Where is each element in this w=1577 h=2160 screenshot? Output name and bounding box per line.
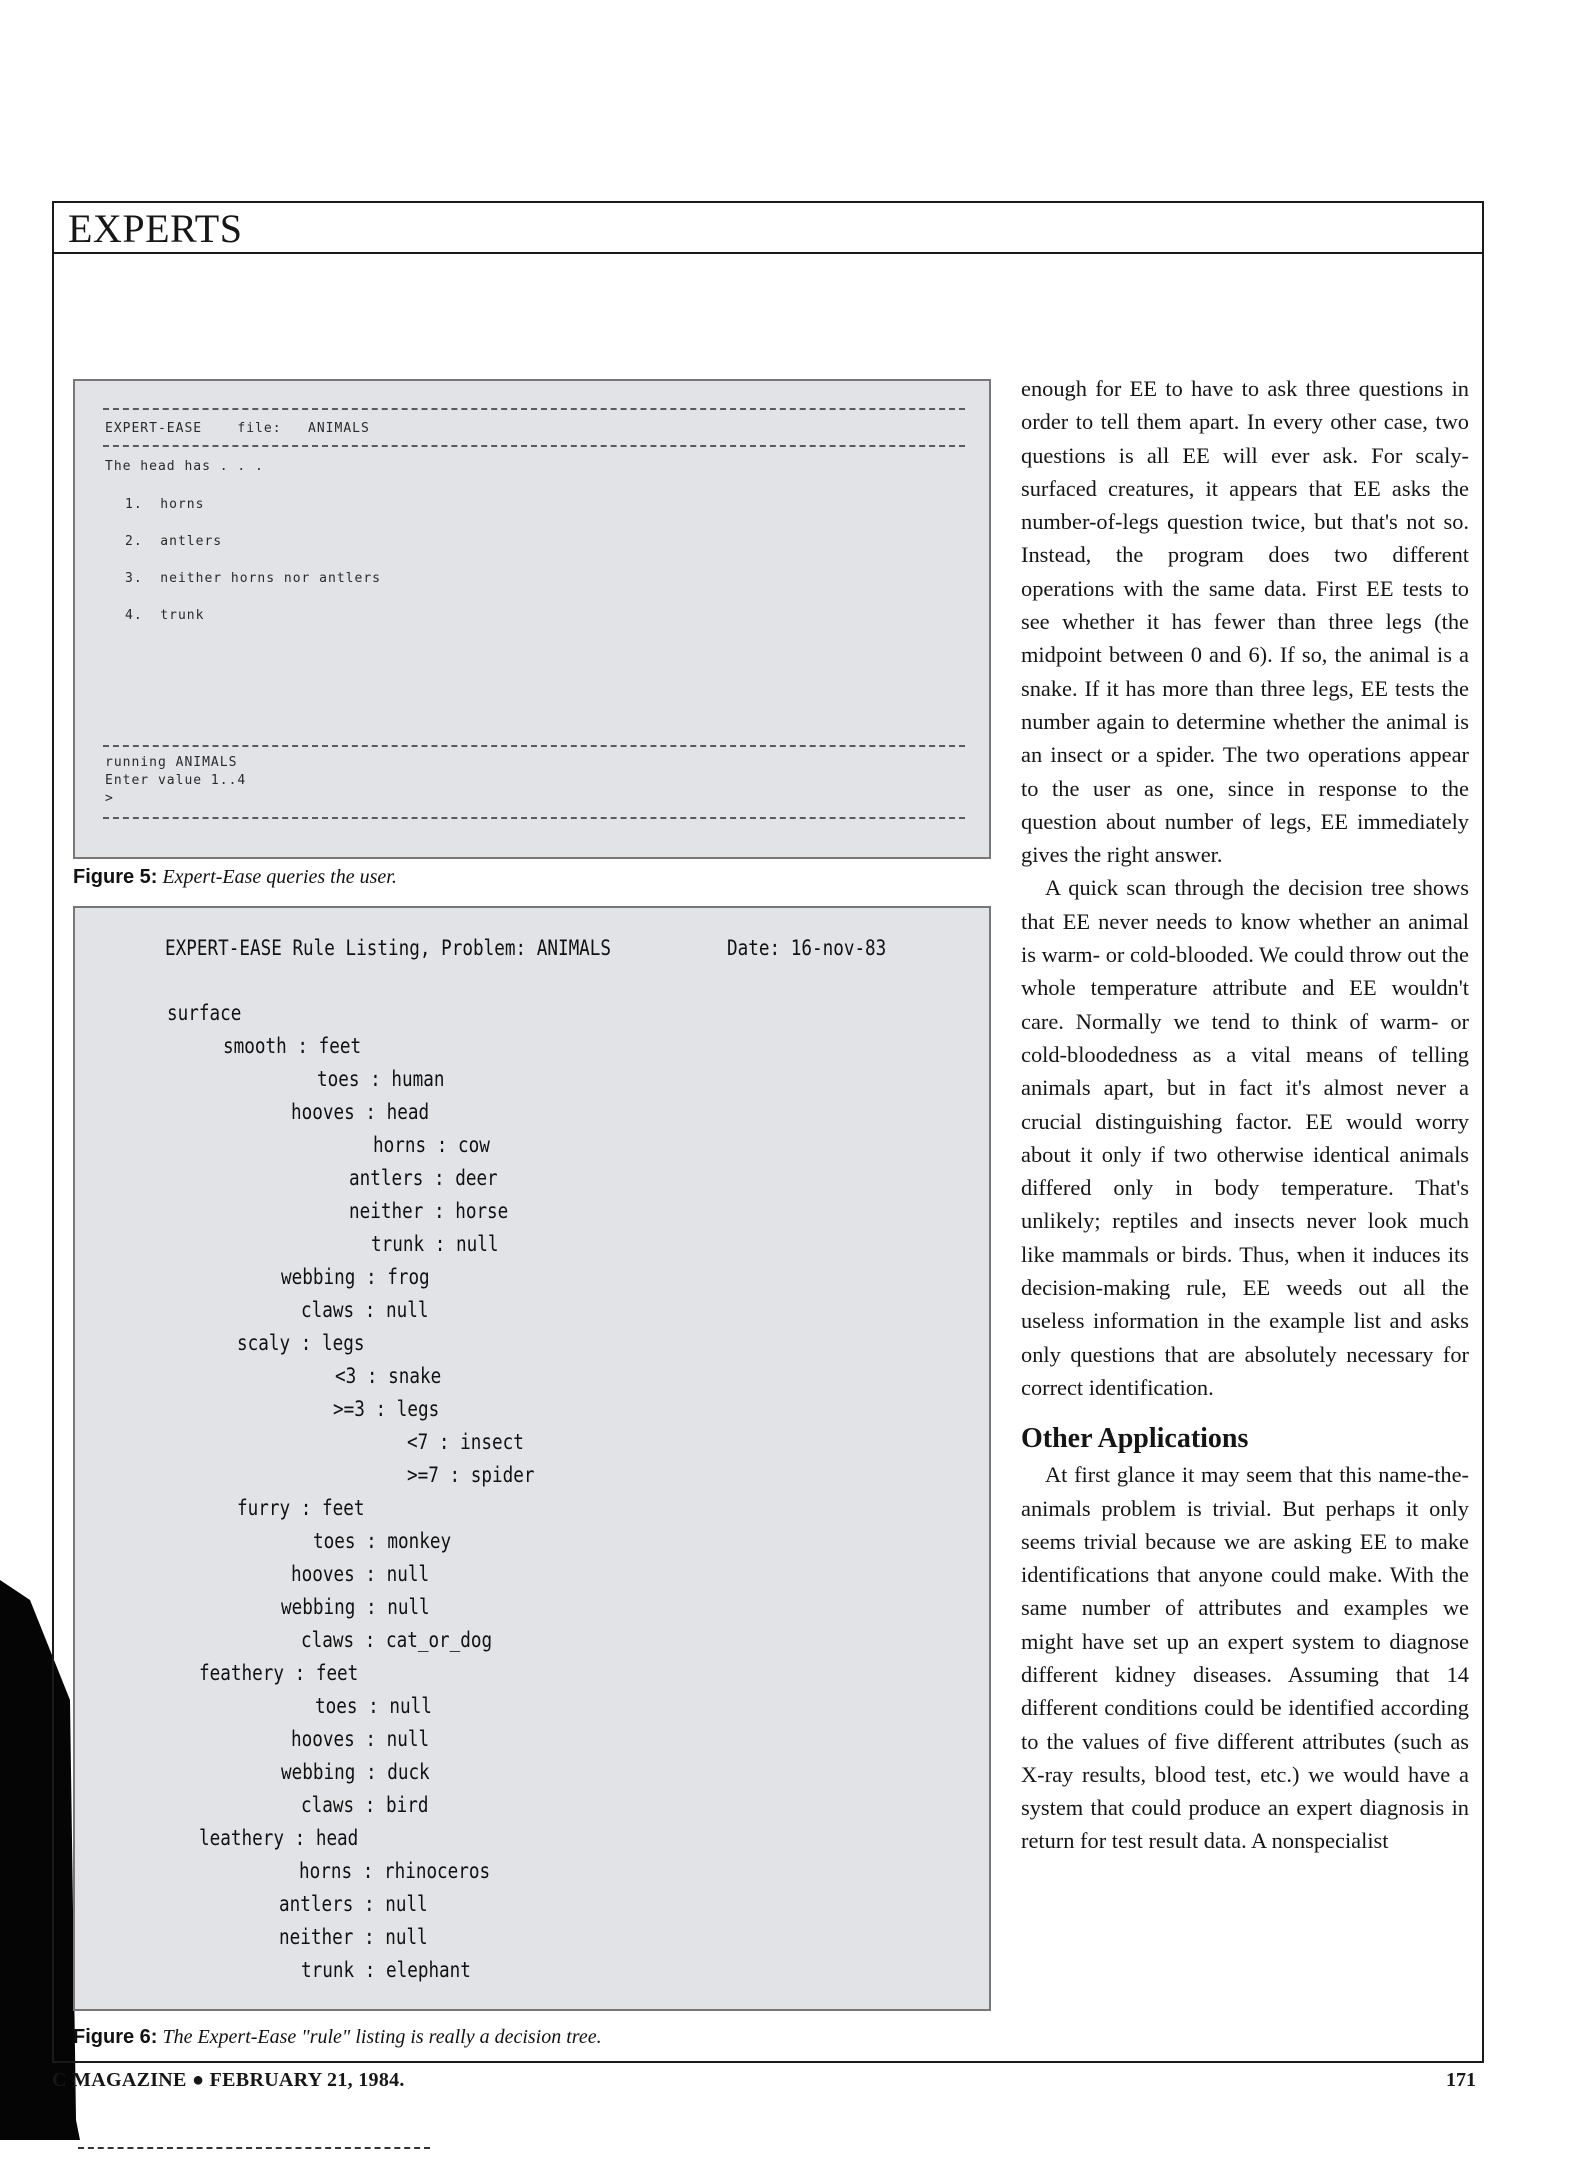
caption-text: Expert-Ease queries the user. xyxy=(162,866,397,888)
tree-node: webbing : frog xyxy=(281,1265,430,1289)
tree-node: <3 : snake xyxy=(335,1364,442,1388)
section-title: EXPERTS xyxy=(68,206,243,251)
section-header xyxy=(52,201,1484,254)
figure-5-screen xyxy=(73,379,991,859)
divider xyxy=(103,445,965,447)
tree-node: <7 : insect xyxy=(407,1430,524,1454)
tree-node: horns : cow xyxy=(373,1133,490,1157)
tree-node: >=3 : legs xyxy=(333,1397,440,1421)
tree-node: scaly : legs xyxy=(237,1331,365,1355)
figure-6-screen xyxy=(73,906,991,2011)
prompt-line: > xyxy=(105,791,114,806)
tree-node: leathery : head xyxy=(199,1826,359,1850)
divider xyxy=(103,408,965,410)
menu-option: 1. horns xyxy=(125,497,205,512)
screen-title: EXPERT-EASE file: ANIMALS xyxy=(105,421,370,436)
footer-publication: C MAGAZINE ● FEBRUARY 21, 1984. xyxy=(52,2069,405,2091)
tree-node: claws : cat_or_dog xyxy=(301,1628,493,1652)
caption-text: The Expert-Ease "rule" listing is really a decision tree. xyxy=(162,2026,602,2048)
body-paragraph: A quick scan through the decision tree shows that EE never needs to know whether an animal is warm- or cold-blooded. We could throw out the whole temperature attribute and EE wouldn't care. Normally we tend to think of warm- or cold-bloodedness as a vital means of telling animals apart, but in fact it's almost never a crucial distinguishing factor. EE would worry about it only if two otherwise identical animals differed only in body temperature. That's unlikely; reptiles and insects never look much like mammals or birds. Thus, when it induces its decision-making rule, EE weeds out all the useless information in the example list and asks only questions that are absolutely necessary for correct identification. xyxy=(1021,875,1469,1400)
tree-node: >=7 : spider xyxy=(407,1463,535,1487)
tree-node: claws : bird xyxy=(301,1793,429,1817)
tree-node: antlers : null xyxy=(279,1892,428,1916)
tree-node: antlers : deer xyxy=(349,1166,498,1190)
tree-node: webbing : duck xyxy=(281,1760,430,1784)
tree-node: toes : monkey xyxy=(313,1529,452,1553)
bottom-rule xyxy=(78,2147,430,2149)
tree-node: toes : null xyxy=(315,1694,432,1718)
caption-label: Figure 6: xyxy=(73,2026,158,2048)
body-paragraph: enough for EE to have to ask three questions in order to tell them apart. In every other case, two questions is all EE will ever ask. For scaly-surfaced creatures, it appears that EE asks the number-of-legs question twice, but that's not so. Instead, the program does two different operations with the same data. First EE tests to see whether it has fewer than three legs (the midpoint between 0 and 6). If so, the animal is a snake. If it has more than three legs, EE tests the number again to determine whether the animal is an insect or a spider. The two operations appear to the user as one, since in response to the question about number of legs, EE immediately gives the right answer. xyxy=(1021,376,1469,868)
figure-6-caption xyxy=(73,2026,602,2049)
page-number: 171 xyxy=(1446,2069,1476,2091)
tree-node: neither : horse xyxy=(349,1199,509,1223)
tree-node: hooves : null xyxy=(291,1727,430,1751)
tree-node: claws : null xyxy=(301,1298,429,1322)
screen-question: The head has . . . xyxy=(105,459,264,474)
menu-option: 3. neither horns nor antlers xyxy=(125,571,381,586)
tree-node: hooves : null xyxy=(291,1562,430,1586)
body-paragraph: At first glance it may seem that this name-the-animals problem is trivial. But perhaps it only seems trivial because we are asking EE to make identifications that anyone could make. With the same number of attributes and examples we might have set up an expert system to diagnose different kidney diseases. Assuming that 14 different conditions could be identified according to the values of five different attributes (such as X-ray results, blood test, etc.) we would have a system that could produce an expert diagnosis in return for test result data. A nonspecialist xyxy=(1021,1462,1469,1854)
tree-node: hooves : head xyxy=(291,1100,430,1124)
status-line: Enter value 1..4 xyxy=(105,773,247,788)
tree-node: webbing : null xyxy=(281,1595,430,1619)
divider xyxy=(103,817,965,819)
divider xyxy=(103,745,965,747)
tree-node: smooth : feet xyxy=(223,1034,362,1058)
tree-node: surface xyxy=(167,1001,242,1025)
menu-option: 2. antlers xyxy=(125,534,223,549)
tree-node: horns : rhinoceros xyxy=(299,1859,491,1883)
tree-node: toes : human xyxy=(317,1067,445,1091)
status-line: running ANIMALS xyxy=(105,755,238,770)
listing-date: Date: 16-nov-83 xyxy=(727,936,887,960)
article-column xyxy=(1021,372,1469,1858)
menu-option: 4. trunk xyxy=(125,608,205,623)
figure-5-caption xyxy=(73,866,397,889)
tree-node: furry : feet xyxy=(237,1496,365,1520)
subheading: Other Applications xyxy=(1021,1423,1249,1455)
tree-node: trunk : null xyxy=(371,1232,499,1256)
listing-heading: EXPERT-EASE Rule Listing, Problem: ANIMALS xyxy=(165,936,612,960)
tree-node: feathery : feet xyxy=(199,1661,359,1685)
tree-node: trunk : elephant xyxy=(301,1958,471,1982)
caption-label: Figure 5: xyxy=(73,866,158,888)
tree-node: neither : null xyxy=(279,1925,428,1949)
